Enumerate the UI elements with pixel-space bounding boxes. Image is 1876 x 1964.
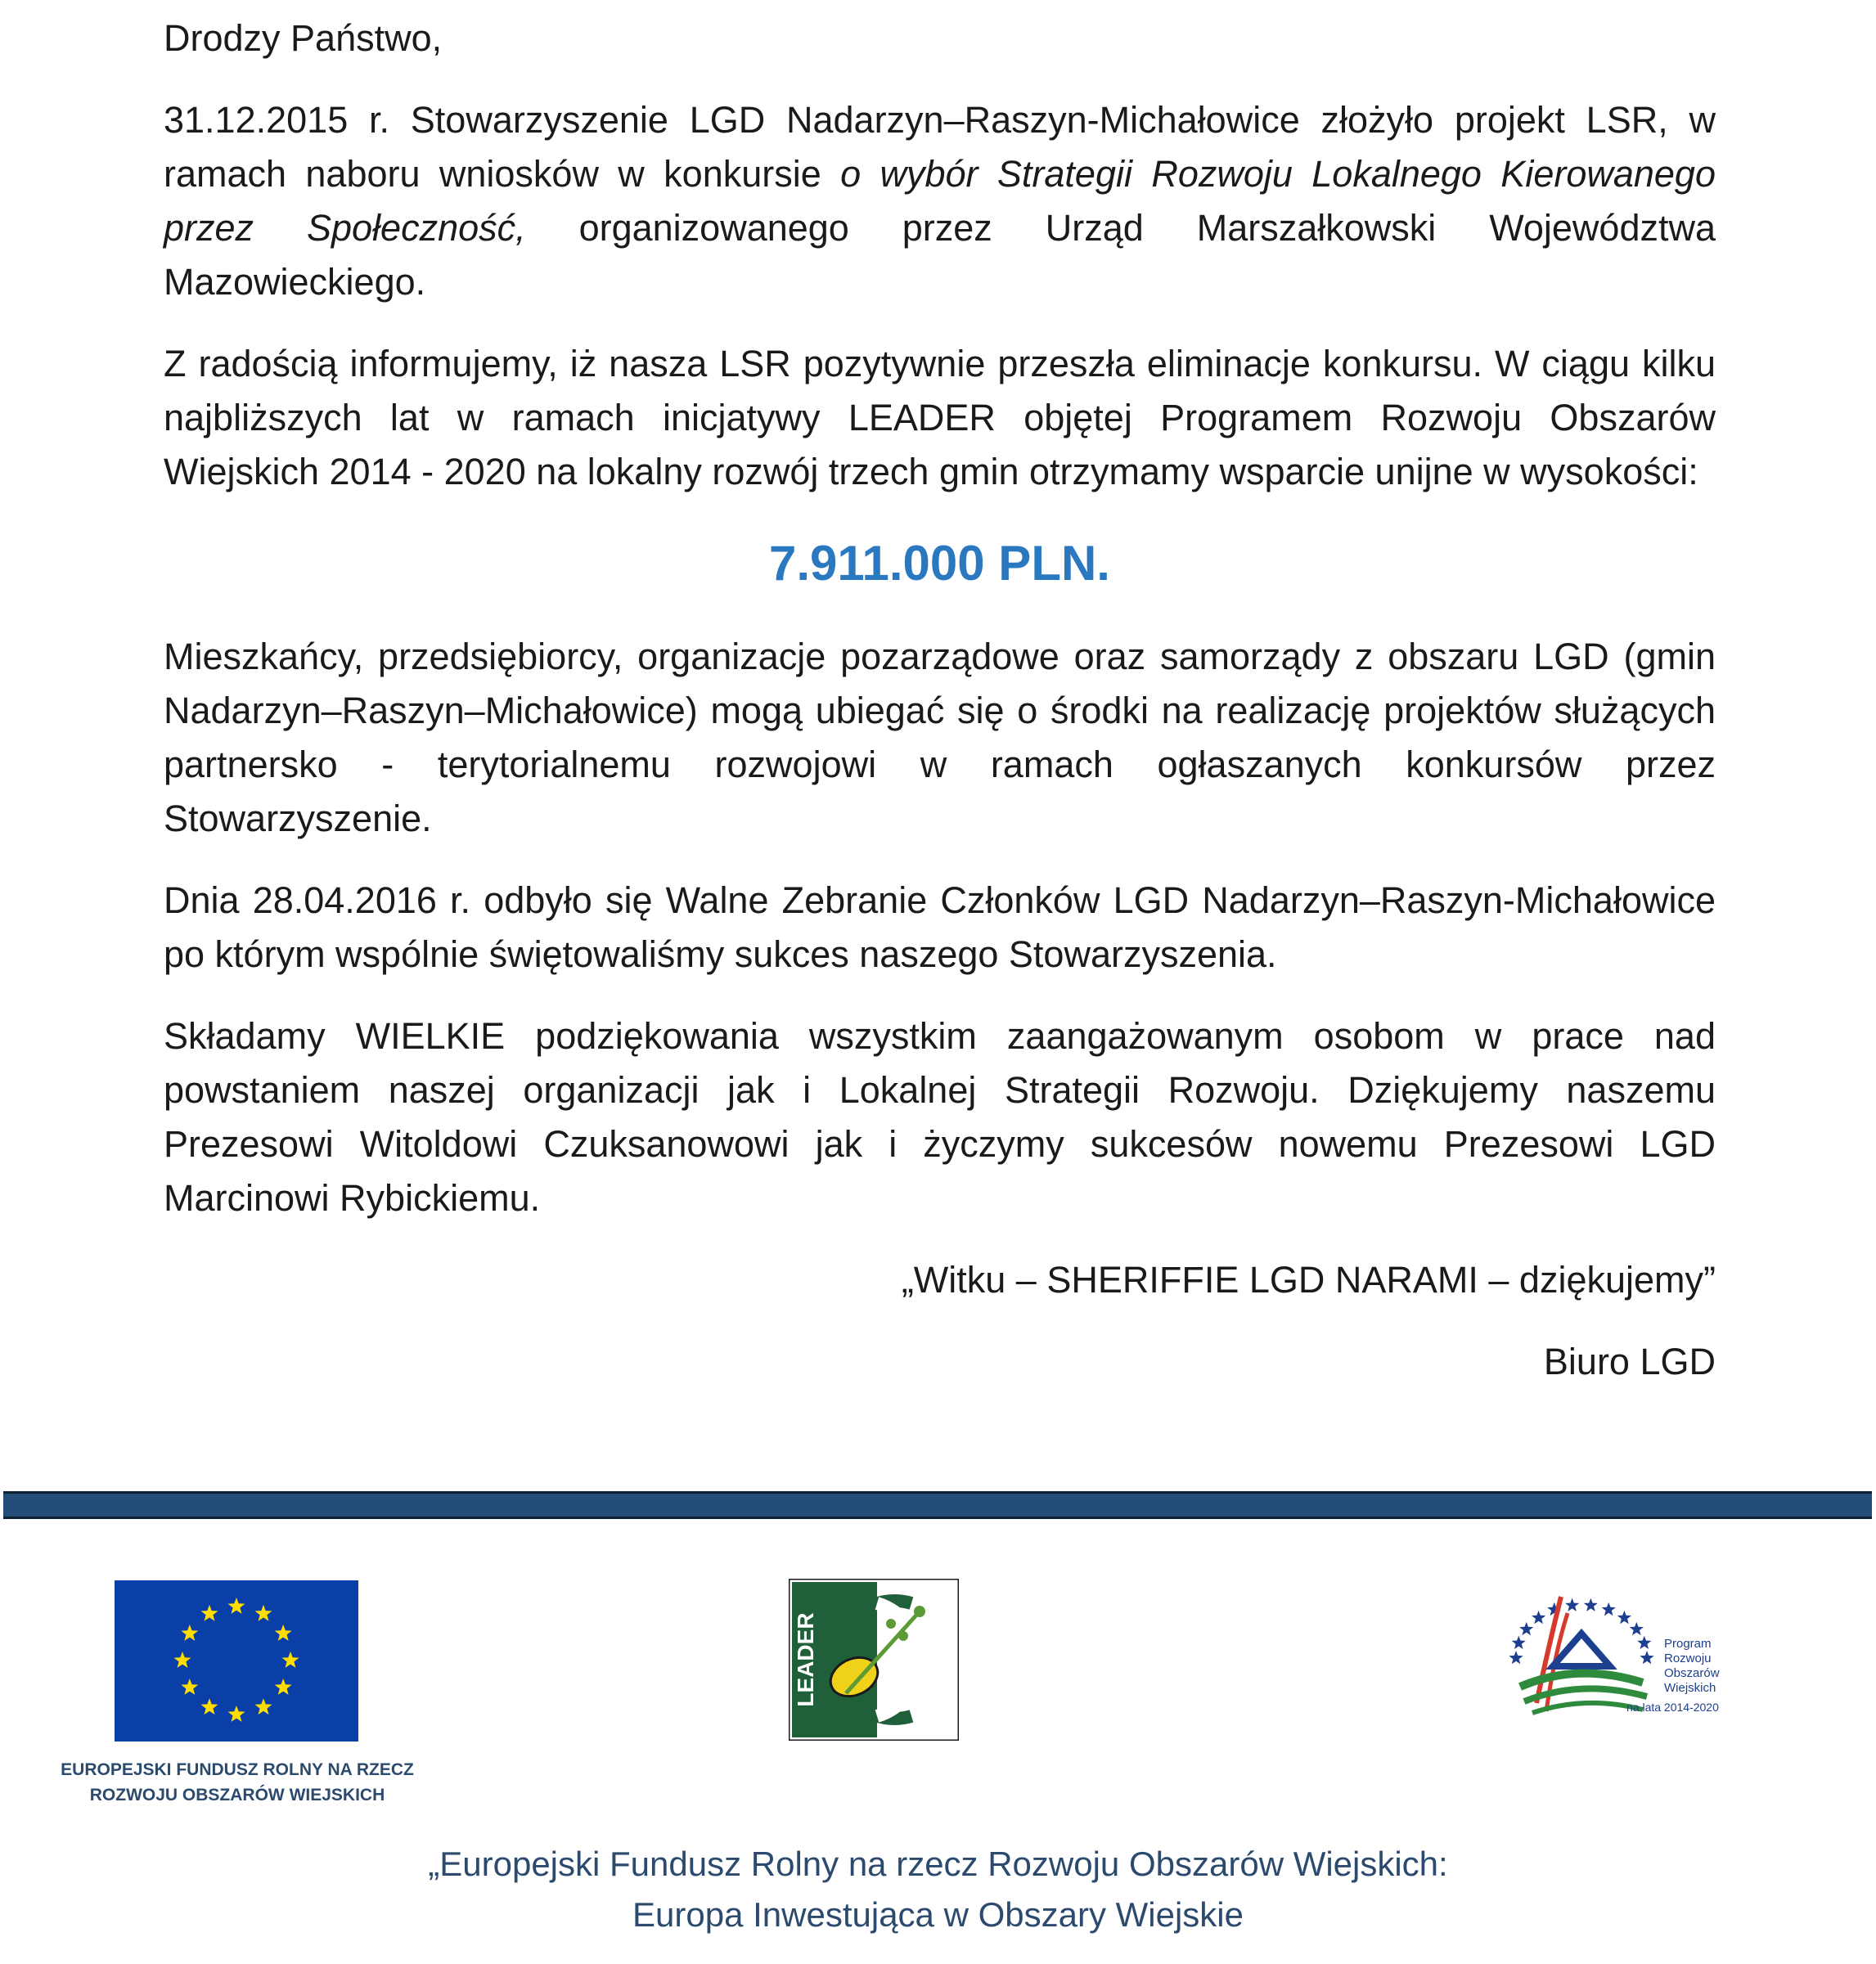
funding-amount: 7.911.000 PLN. — [769, 536, 1110, 591]
prow-label: Wiejskich — [1664, 1681, 1716, 1695]
eu-caption-line: ROZWOJU OBSZARÓW WIEJSKICH — [89, 1786, 385, 1804]
paragraph-general-meeting: Dnia 28.04.2016 r. odbyło się Walne Zebranie Członków LGD Nadarzyn–Raszyn-Michałowice po którym wspólnie świętowaliśmy sukces naszego Stowarzyszenia. — [164, 879, 1716, 975]
prow-label: Obszarów — [1664, 1666, 1720, 1680]
star-icon — [1565, 1598, 1579, 1611]
contest-name: o wybór Strategii Rozwoju Lokalnego Kierowanego przez Społeczność, — [164, 153, 1716, 249]
prow-label: Program — [1664, 1637, 1712, 1651]
paragraph-who-can-apply: Mieszkańcy, przedsiębiorcy, organizacje pozarządowe oraz samorządy z obszaru LGD (gmin Nadarzyn–Raszyn–Michałowice) mogą ubiegać się o środki na realizację projektów służących partnersko - terytorialnemu rozwojowi w ramach ogłaszanych konkursów przez Stowarzyszenie. — [164, 636, 1716, 839]
closing-quote: „Witku – SHERIFFIE LGD NARAMI – dziękujemy” — [901, 1259, 1716, 1301]
footer-line: „Europejski Fundusz Rolny na rzecz Rozwoju Obszarów Wiejskich: — [428, 1845, 1448, 1883]
prow-label: Rozwoju — [1664, 1652, 1712, 1665]
star-icon — [1630, 1622, 1644, 1635]
star-icon — [1532, 1611, 1545, 1624]
paragraph-lsr-submission — [164, 93, 1716, 309]
star-icon — [1512, 1636, 1526, 1649]
letter-body — [164, 11, 1716, 1417]
paragraph-positive-result: Z radością informujemy, iż nasza LSR pozytywnie przeszła eliminacje konkursu. W ciągu kilku najbliższych lat w ramach inicjatywy LEADER objętej Programem Rozwoju Obszarów Wiejskich 2014 - 2020 na lokalny rozwój trzech gmin otrzymamy wsparcie unijne w wysokości: — [164, 343, 1716, 492]
eu-flag-logo — [115, 1580, 358, 1742]
star-icon — [1637, 1636, 1651, 1649]
eu-caption-line: EUROPEJSKI FUNDUSZ ROLNY NA RZECZ — [61, 1760, 414, 1779]
star-icon — [1617, 1611, 1631, 1624]
star-icon — [1519, 1622, 1533, 1635]
prow-years: na lata 2014-2020 — [1626, 1701, 1719, 1714]
greeting: Drodzy Państwo, — [164, 17, 443, 59]
signature: Biuro LGD — [1543, 1341, 1716, 1382]
star-icon — [1509, 1651, 1523, 1664]
star-icon — [1602, 1602, 1616, 1616]
star-icon — [1640, 1651, 1653, 1664]
paragraph-text: 31.12.2015 r. Stowarzyszenie LGD Nadarzyn–Raszyn-Michałowice złożyło projekt LSR, w ramach naboru wniosków w konkursie — [164, 99, 1716, 195]
star-icon — [1584, 1598, 1598, 1611]
leader-wordmark: LEADER — [793, 1612, 818, 1707]
paragraph-thanks: Składamy WIELKIE podziękowania wszystkim zaangażowanym osobom w prace nad powstaniem naszej organizacji jak i Lokalnej Strategii Rozwoju. Dziękujemy naszemu Prezesowi Witoldowi Czuksanowowi jak i życzymy sukcesów nowemu Prezesowi LGD Marcinowi Rybickiemu. — [164, 1015, 1716, 1219]
leader-logo — [789, 1579, 959, 1741]
prow-logo — [1504, 1589, 1741, 1729]
paragraph-text: organizowanego przez Urząd Marszałkowski Województwa Mazowieckiego. — [164, 207, 1716, 303]
footer-line: Europa Inwestująca w Obszary Wiejskie — [632, 1895, 1244, 1934]
eu-fund-caption — [57, 1757, 417, 1808]
footer-slogan — [0, 1839, 1876, 1940]
divider-bar — [3, 1491, 1872, 1519]
